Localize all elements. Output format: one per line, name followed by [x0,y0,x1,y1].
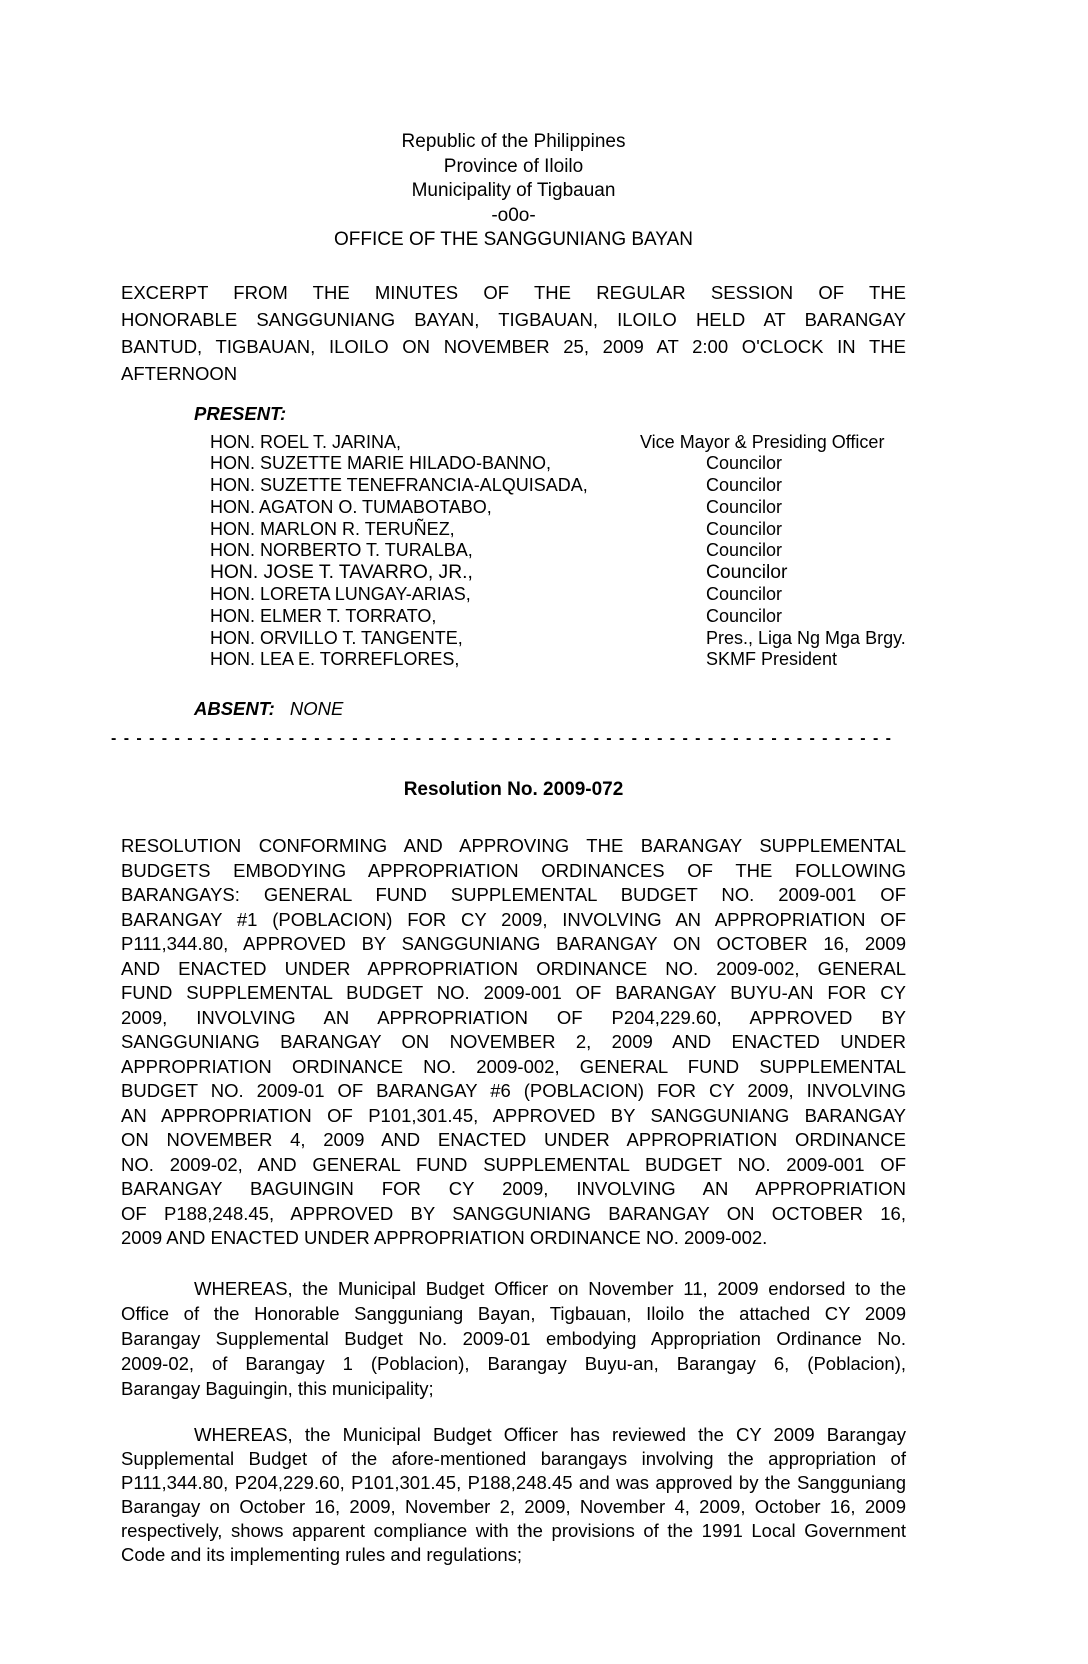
attendee-row [121,606,906,628]
excerpt-line: EXCERPT FROM THE MINUTES OF THE REGULAR SESSION OF THE [121,281,906,303]
attendee-title: Pres., Liga Ng Mga Brgy. [706,627,906,648]
whereas-line: WHEREAS, the Municipal Budget Officer on November 11, 2009 endorsed to the [194,1277,906,1299]
resolution-body-line: 2009 AND ENACTED UNDER APPROPRIATION ORDINANCE NO. 2009-002. [121,1227,768,1249]
attendee-row [121,628,906,650]
attendee-name: HON. ROEL T. JARINA, [210,431,402,452]
attendee-row [121,453,906,475]
resolution-body-line: BARANGAY #1 (POBLACION) FOR CY 2009, INVOLVING AN APPROPRIATION OF [121,908,906,930]
header-line: Province of Iloilo [443,155,584,177]
attendee-name: HON. MARLON R. TERUÑEZ, [210,518,455,539]
whereas-line: P111,344.80, P204,229.60, P101,301.45, P188,248.45 and was approved by the Sangguniang [121,1471,906,1493]
attendee-name: HON. JOSE T. TAVARRO, JR., [210,562,473,584]
resolution-body-line: AND ENACTED UNDER APPROPRIATION ORDINANCE NO. 2009-002, GENERAL [121,957,906,979]
resolution-body-line: BARANGAY BAGUINGIN FOR CY 2009, INVOLVING AN APPROPRIATION [121,1178,906,1200]
whereas-line: Supplemental Budget of the afore-mentioned barangays involving the appropriation of [121,1447,906,1469]
resolution-body-paragraph [121,834,906,1251]
attendee-title: Councilor [706,475,783,496]
attendee-title: Councilor [706,518,783,539]
attendee-title: Councilor [706,540,783,561]
header-line: Municipality of Tigbauan [411,180,616,201]
whereas-line: Barangay on October 16, 2009, November 2, 2009, November 4, 2009, October 16, 2009 [121,1495,906,1517]
resolution-body-line: NO. 2009-02, AND GENERAL FUND SUPPLEMENTAL BUDGET NO. 2009-001 OF [121,1153,906,1175]
attendee-row [121,497,906,519]
attendee-name: HON. ORVILLO T. TANGENTE, [210,627,463,648]
attendee-name: HON. LEA E. TORREFLORES, [210,649,460,670]
attendee-title: Councilor [706,584,783,605]
resolution-number-title: Resolution No. 2009-072 [403,779,624,801]
excerpt-line: AFTERNOON [121,362,238,384]
attendee-title: Vice Mayor & Presiding Officer [640,431,885,452]
dashed-separator: - - - - - - - - - - - - - - - - - - - - - - - - - - - - - - - - - - - - - - - - - - - - - - - - - - - - - - - - - - - - - - [111,730,891,748]
attendee-title: Councilor [706,605,783,626]
resolution-body-line: BARANGAYS: GENERAL FUND SUPPLEMENTAL BUDGET NO. 2009-001 OF [121,884,906,906]
attendee-row [121,540,906,562]
document-content [111,0,906,1567]
attendee-name: HON. ELMER T. TORRATO, [210,605,437,626]
attendee-name: HON. NORBERTO T. TURALBA, [210,540,473,561]
whereas-paragraph-2 [121,1423,906,1567]
whereas-line: WHEREAS, the Municipal Budget Officer has reviewed the CY 2009 Barangay [194,1423,906,1445]
attendance-list [121,432,906,672]
attendee-name: HON. LORETA LUNGAY-ARIAS, [210,584,471,605]
attendee-row [121,562,906,584]
attendee-row [121,475,906,497]
resolution-body-line: 2009, INVOLVING AN APPROPRIATION OF P204,229.60, APPROVED BY [121,1006,906,1028]
whereas-line: respectively, shows apparent compliance with the provisions of the 1991 Local Government [121,1519,906,1541]
whereas-line: Office of the Honorable Sangguniang Bayan, Tigbauan, Iloilo the attached CY 2009 [121,1302,906,1324]
attendee-title: SKMF President [706,649,838,670]
resolution-body-line: BUDGET NO. 2009-01 OF BARANGAY #6 (POBLACION) FOR CY 2009, INVOLVING [121,1080,906,1102]
resolution-body-line: OF P188,248.45, APPROVED BY SANGGUNIANG BARANGAY ON OCTOBER 16, [121,1202,906,1224]
header-line: Republic of the Philippines [401,131,626,152]
absent-label: ABSENT: [194,698,275,720]
excerpt-line: BANTUD, TIGBAUAN, ILOILO ON NOVEMBER 25, 2009 AT 2:00 O'CLOCK IN THE [121,335,906,357]
attendee-name: HON. SUZETTE TENEFRANCIA-ALQUISADA, [210,475,588,496]
resolution-body-line: ON NOVEMBER 4, 2009 AND ENACTED UNDER APPROPRIATION ORDINANCE [121,1129,906,1151]
absent-row [194,698,906,720]
whereas-line: 2009-02, of Barangay 1 (Poblacion), Barangay Buyu-an, Barangay 6, (Poblacion), [121,1352,906,1374]
header-line: -o0o- [491,204,536,226]
attendee-title: Councilor [706,453,783,474]
attendee-name: HON. AGATON O. TUMABOTABO, [210,496,492,517]
document-header [121,130,906,253]
absent-value: NONE [289,698,344,720]
attendee-row [121,584,906,606]
attendee-name: HON. SUZETTE MARIE HILADO-BANNO, [210,453,552,474]
attendee-row [121,519,906,541]
whereas-line: Barangay Baguingin, this municipality; [121,1377,434,1399]
attendee-row [121,432,906,454]
whereas-line: Code and its implementing rules and regulations; [121,1543,523,1565]
resolution-body-line: FUND SUPPLEMENTAL BUDGET NO. 2009-001 OF BARANGAY BUYU-AN FOR CY [121,982,906,1004]
resolution-body-line: APPROPRIATION ORDINANCE NO. 2009-002, GENERAL FUND SUPPLEMENTAL [121,1055,906,1077]
resolution-body-line: P111,344.80, APPROVED BY SANGGUNIANG BARANGAY ON OCTOBER 16, 2009 [121,933,906,955]
resolution-body-line: RESOLUTION CONFORMING AND APPROVING THE BARANGAY SUPPLEMENTAL [121,835,906,857]
whereas-line: Barangay Supplemental Budget No. 2009-01 embodying Appropriation Ordinance No. [121,1327,906,1349]
excerpt-paragraph [121,279,906,387]
present-label: PRESENT: [194,402,287,424]
resolution-body-line: AN APPROPRIATION OF P101,301.45, APPROVED BY SANGGUNIANG BARANGAY [121,1104,906,1126]
whereas-paragraph-1 [121,1276,906,1401]
resolution-body-line: BUDGETS EMBODYING APPROPRIATION ORDINANCES OF THE FOLLOWING [121,859,906,881]
excerpt-line: HONORABLE SANGGUNIANG BAYAN, TIGBAUAN, ILOILO HELD AT BARANGAY [121,308,906,330]
resolution-body-line: SANGGUNIANG BARANGAY ON NOVEMBER 2, 2009 AND ENACTED UNDER [121,1031,906,1053]
header-line: OFFICE OF THE SANGGUNIANG BAYAN [334,229,693,250]
attendee-row [121,649,906,671]
attendee-title: Councilor [706,562,788,584]
attendee-title: Councilor [706,496,783,517]
